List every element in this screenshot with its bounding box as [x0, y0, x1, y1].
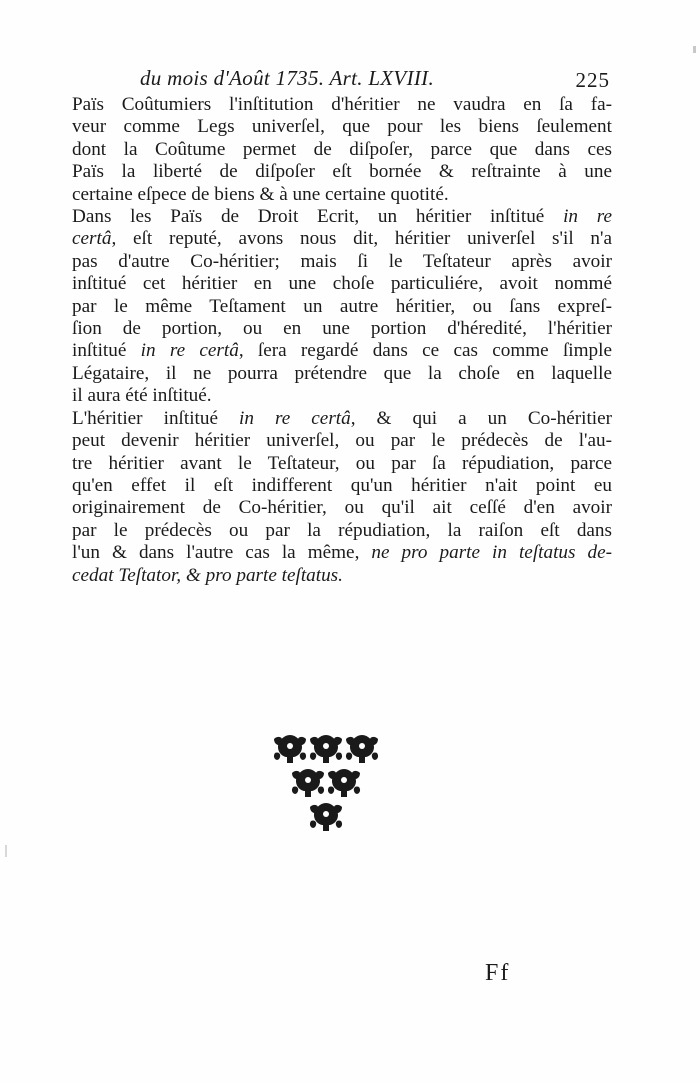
- latin-phrase: in re: [563, 206, 613, 228]
- text-line: [72, 296, 612, 318]
- fleuron-motif: [310, 735, 342, 763]
- text-line: [72, 139, 612, 161]
- fleuron-motif: [328, 769, 360, 797]
- text-run: inſtitué cet héritier en une choſe particuliére, avoit nommé: [72, 273, 612, 295]
- fleuron-motif: [310, 803, 342, 831]
- running-header: [140, 66, 610, 96]
- latin-phrase: cedat Teſtator, & pro parte teſtatus.: [72, 564, 343, 586]
- page-edge-mark: [693, 46, 696, 53]
- text-run: par le prédecès ou par la répudiation, la raiſon eſt dans: [72, 519, 612, 541]
- text-run: inſtitué: [72, 340, 141, 362]
- text-run: Dans les Païs de Droit Ecrit, un héritier inſtitué: [72, 206, 564, 228]
- latin-phrase: certâ: [72, 228, 112, 250]
- text-line: [72, 453, 612, 475]
- body-text: [72, 94, 612, 587]
- latin-phrase: ne pro parte in teſtatus de-: [371, 542, 612, 564]
- text-line: [72, 116, 612, 138]
- text-line: [72, 251, 612, 273]
- running-title: du mois d'Août 1735. Art. LXVIII.: [140, 66, 434, 90]
- text-line: [72, 565, 612, 587]
- text-line: [72, 497, 612, 519]
- text-run: Païs Coûtumiers l'inſtitution d'héritier ne vaudra en ſa fa-: [72, 94, 612, 115]
- text-run: Païs la liberté de diſpoſer eſt bornée & reſtrainte à une: [72, 161, 612, 183]
- text-line: [72, 318, 612, 340]
- text-run: dont la Coûtume permet de diſpoſer, parce que dans ces: [72, 138, 612, 160]
- text-line: [72, 363, 612, 385]
- text-line: [72, 273, 612, 295]
- text-line: [72, 475, 612, 497]
- text-run: par le même Teſtament un autre héritier, ou ſans expreſ-: [72, 295, 612, 317]
- text-run: tre héritier avant le Teſtateur, ou par ſa répudiation, parce: [72, 452, 612, 474]
- text-run: l'un & dans l'autre cas la même,: [72, 542, 372, 564]
- fleuron-motif: [346, 735, 378, 763]
- text-line: [72, 161, 612, 183]
- text-run: veur comme Legs univerſel, que pour les biens ſeulement: [72, 116, 612, 138]
- page-edge-mark: [5, 845, 7, 857]
- fleuron-ornament-icon: [270, 733, 382, 845]
- text-run: originairement de Co-héritier, ou qu'il ait ceſſé d'en avoir: [72, 497, 612, 519]
- text-run: , eſt reputé, avons nous dit, héritier univerſel s'il n'a: [111, 228, 612, 250]
- text-run: peut devenir héritier univerſel, ou par le prédecès de l'au-: [72, 430, 612, 452]
- text-line: [72, 184, 612, 206]
- text-line: [72, 520, 612, 542]
- text-line: [72, 385, 612, 407]
- text-run: , & qui a un Co-héritier: [350, 407, 613, 429]
- text-line: [72, 542, 612, 564]
- text-run: L'héritier inſtitué: [72, 407, 240, 429]
- text-line: [72, 206, 612, 228]
- text-run: Légataire, il ne pourra prétendre que la choſe en laquelle: [72, 362, 612, 384]
- text-line: [72, 94, 612, 116]
- text-run: ſion de portion, ou en une portion d'héredité, l'héritier: [72, 318, 612, 340]
- text-run: certaine eſpece de biens & à une certaine quotité.: [72, 183, 449, 205]
- text-run: qu'en effet il eſt indifferent qu'un héritier n'ait point eu: [72, 474, 612, 496]
- text-line: [72, 408, 612, 430]
- latin-phrase: in re certâ: [239, 407, 351, 429]
- fleuron-motif: [274, 735, 306, 763]
- text-run: pas d'autre Co-héritier; mais ſi le Teſtateur après avoir: [72, 250, 612, 272]
- latin-phrase: in re certâ: [140, 340, 239, 362]
- fleuron-motif: [292, 769, 324, 797]
- text-line: [72, 430, 612, 452]
- text-line: [72, 228, 612, 250]
- text-run: , ſera regardé dans ce cas comme ſimple: [238, 340, 612, 362]
- text-line: [72, 340, 612, 362]
- text-run: il aura été inſtitué.: [72, 385, 212, 407]
- signature-mark: Ff: [485, 960, 511, 986]
- page-number: 225: [575, 68, 610, 92]
